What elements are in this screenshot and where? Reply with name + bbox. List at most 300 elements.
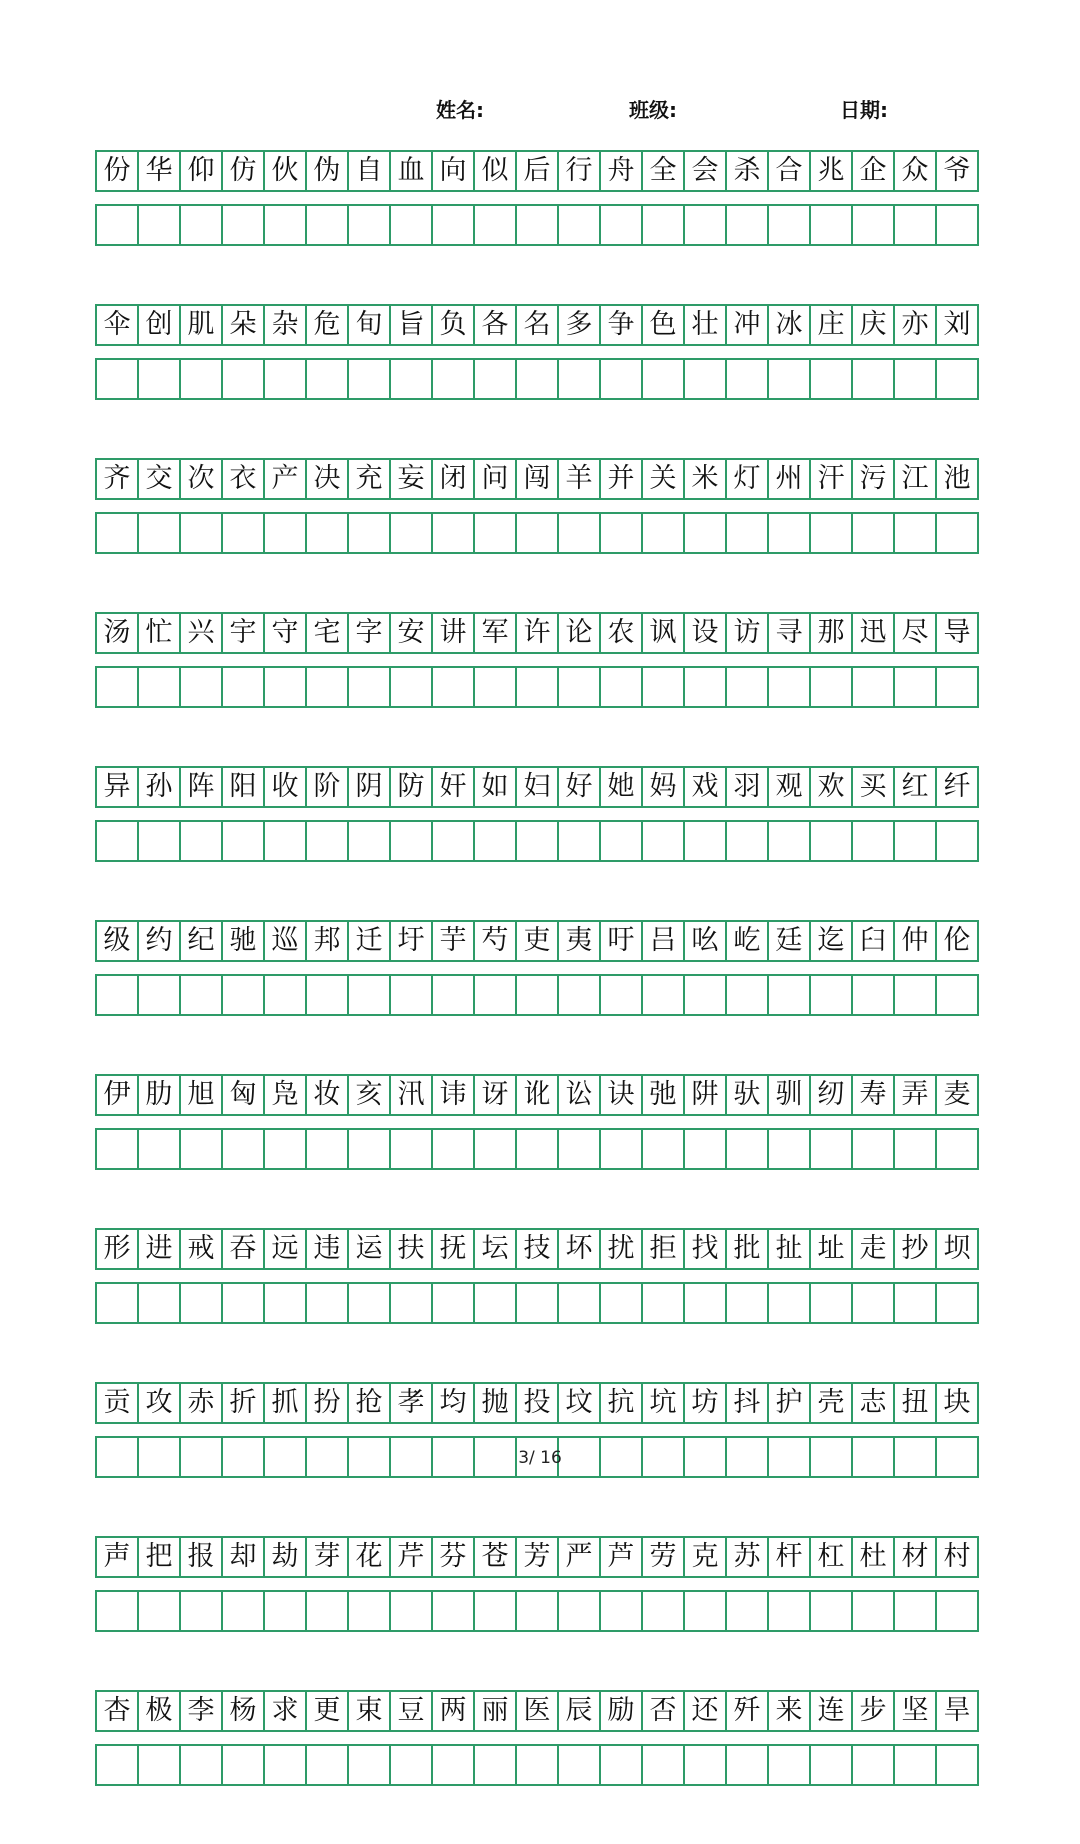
writing-box[interactable] bbox=[181, 206, 223, 246]
writing-box[interactable] bbox=[223, 1592, 265, 1632]
character-cell: 负 bbox=[433, 306, 475, 346]
writing-box[interactable] bbox=[307, 668, 349, 708]
writing-box[interactable] bbox=[559, 514, 601, 554]
writing-box[interactable] bbox=[307, 1746, 349, 1786]
character-cell: 江 bbox=[895, 460, 937, 500]
character-cell: 杆 bbox=[769, 1538, 811, 1578]
writing-box[interactable] bbox=[517, 668, 559, 708]
writing-box[interactable] bbox=[349, 822, 391, 862]
writing-box[interactable] bbox=[223, 822, 265, 862]
writing-box[interactable] bbox=[727, 1592, 769, 1632]
writing-box[interactable] bbox=[391, 1130, 433, 1170]
writing-box[interactable] bbox=[475, 1746, 517, 1786]
writing-box[interactable] bbox=[727, 1746, 769, 1786]
writing-box[interactable] bbox=[769, 1592, 811, 1632]
writing-box[interactable] bbox=[433, 976, 475, 1016]
writing-box[interactable] bbox=[475, 514, 517, 554]
writing-box[interactable] bbox=[517, 1130, 559, 1170]
writing-box[interactable] bbox=[727, 514, 769, 554]
character-cell: 抄 bbox=[895, 1230, 937, 1270]
character-cell: 农 bbox=[601, 614, 643, 654]
writing-box[interactable] bbox=[643, 1746, 685, 1786]
writing-box[interactable] bbox=[517, 976, 559, 1016]
writing-box[interactable] bbox=[223, 360, 265, 400]
character-cell: 还 bbox=[685, 1692, 727, 1732]
writing-box[interactable] bbox=[97, 668, 139, 708]
writing-box[interactable] bbox=[265, 668, 307, 708]
writing-box[interactable] bbox=[643, 1130, 685, 1170]
writing-box[interactable] bbox=[349, 1130, 391, 1170]
character-cell: 抛 bbox=[475, 1384, 517, 1424]
writing-box[interactable] bbox=[685, 822, 727, 862]
character-row bbox=[95, 304, 979, 346]
writing-box[interactable] bbox=[517, 360, 559, 400]
character-cell: 讽 bbox=[643, 614, 685, 654]
character-cell: 伊 bbox=[97, 1076, 139, 1116]
writing-box[interactable] bbox=[559, 1592, 601, 1632]
writing-box[interactable] bbox=[517, 1746, 559, 1786]
character-cell: 刘 bbox=[937, 306, 979, 346]
writing-box[interactable] bbox=[265, 822, 307, 862]
writing-box[interactable] bbox=[181, 1746, 223, 1786]
character-cell: 坚 bbox=[895, 1692, 937, 1732]
writing-box[interactable] bbox=[727, 360, 769, 400]
writing-box[interactable] bbox=[433, 1746, 475, 1786]
writing-box[interactable] bbox=[895, 976, 937, 1016]
writing-box[interactable] bbox=[139, 976, 181, 1016]
character-cell: 决 bbox=[307, 460, 349, 500]
writing-box[interactable] bbox=[727, 1284, 769, 1324]
writing-box[interactable] bbox=[601, 1284, 643, 1324]
writing-box[interactable] bbox=[685, 1130, 727, 1170]
character-cell: 讳 bbox=[433, 1076, 475, 1116]
writing-box[interactable] bbox=[811, 1592, 853, 1632]
writing-box[interactable] bbox=[895, 822, 937, 862]
writing-box[interactable] bbox=[475, 822, 517, 862]
character-cell: 衣 bbox=[223, 460, 265, 500]
writing-box[interactable] bbox=[307, 206, 349, 246]
writing-box[interactable] bbox=[349, 360, 391, 400]
writing-box[interactable] bbox=[223, 514, 265, 554]
writing-box[interactable] bbox=[811, 514, 853, 554]
writing-box[interactable] bbox=[685, 1592, 727, 1632]
writing-box[interactable] bbox=[391, 514, 433, 554]
character-cell: 妇 bbox=[517, 768, 559, 808]
writing-box[interactable] bbox=[811, 822, 853, 862]
character-cell: 辰 bbox=[559, 1692, 601, 1732]
character-cell: 杨 bbox=[223, 1692, 265, 1732]
writing-box[interactable] bbox=[139, 668, 181, 708]
writing-box[interactable] bbox=[265, 360, 307, 400]
character-cell: 宅 bbox=[307, 614, 349, 654]
writing-box[interactable] bbox=[97, 360, 139, 400]
character-cell: 抖 bbox=[727, 1384, 769, 1424]
character-cell: 汗 bbox=[811, 460, 853, 500]
writing-box[interactable] bbox=[517, 1592, 559, 1632]
writing-box[interactable] bbox=[433, 514, 475, 554]
writing-box[interactable] bbox=[643, 1284, 685, 1324]
character-cell: 池 bbox=[937, 460, 979, 500]
character-cell: 吁 bbox=[601, 922, 643, 962]
writing-box[interactable] bbox=[601, 976, 643, 1016]
writing-box[interactable] bbox=[349, 1284, 391, 1324]
writing-box[interactable] bbox=[559, 360, 601, 400]
character-cell: 护 bbox=[769, 1384, 811, 1424]
writing-box[interactable] bbox=[265, 1284, 307, 1324]
writing-box[interactable] bbox=[307, 514, 349, 554]
writing-box[interactable] bbox=[349, 1746, 391, 1786]
character-cell: 把 bbox=[139, 1538, 181, 1578]
writing-box[interactable] bbox=[475, 1592, 517, 1632]
writing-box[interactable] bbox=[307, 822, 349, 862]
writing-box[interactable] bbox=[97, 1592, 139, 1632]
character-cell: 全 bbox=[643, 152, 685, 192]
writing-box[interactable] bbox=[433, 1130, 475, 1170]
character-cell: 肋 bbox=[139, 1076, 181, 1116]
character-cell: 歼 bbox=[727, 1692, 769, 1732]
character-cell: 爷 bbox=[937, 152, 979, 192]
writing-box[interactable] bbox=[895, 206, 937, 246]
writing-box[interactable] bbox=[769, 668, 811, 708]
writing-box[interactable] bbox=[139, 1746, 181, 1786]
writing-box[interactable] bbox=[727, 1130, 769, 1170]
writing-box[interactable] bbox=[181, 1130, 223, 1170]
character-cell: 圩 bbox=[391, 922, 433, 962]
writing-box[interactable] bbox=[97, 822, 139, 862]
writing-box[interactable] bbox=[685, 206, 727, 246]
writing-box[interactable] bbox=[139, 360, 181, 400]
writing-box[interactable] bbox=[97, 206, 139, 246]
writing-box[interactable] bbox=[349, 976, 391, 1016]
writing-box[interactable] bbox=[685, 1746, 727, 1786]
writing-box[interactable] bbox=[937, 1592, 979, 1632]
character-cell: 伪 bbox=[307, 152, 349, 192]
character-cell: 吆 bbox=[685, 922, 727, 962]
writing-box[interactable] bbox=[349, 206, 391, 246]
writing-box[interactable] bbox=[895, 360, 937, 400]
writing-box[interactable] bbox=[517, 1284, 559, 1324]
writing-box[interactable] bbox=[769, 1284, 811, 1324]
writing-box[interactable] bbox=[181, 514, 223, 554]
writing-box[interactable] bbox=[307, 976, 349, 1016]
character-cell: 朵 bbox=[223, 306, 265, 346]
writing-box[interactable] bbox=[895, 1592, 937, 1632]
writing-box[interactable] bbox=[727, 668, 769, 708]
character-cell: 各 bbox=[475, 306, 517, 346]
writing-box[interactable] bbox=[559, 1746, 601, 1786]
character-cell: 孙 bbox=[139, 768, 181, 808]
writing-box[interactable] bbox=[769, 1746, 811, 1786]
writing-box[interactable] bbox=[601, 668, 643, 708]
writing-box[interactable] bbox=[391, 1284, 433, 1324]
writing-box[interactable] bbox=[223, 976, 265, 1016]
writing-row bbox=[95, 1128, 979, 1170]
writing-box[interactable] bbox=[937, 822, 979, 862]
writing-box[interactable] bbox=[391, 822, 433, 862]
character-row bbox=[95, 920, 979, 962]
character-cell: 驯 bbox=[769, 1076, 811, 1116]
writing-box[interactable] bbox=[643, 976, 685, 1016]
writing-box[interactable] bbox=[895, 1130, 937, 1170]
writing-box[interactable] bbox=[475, 206, 517, 246]
writing-box[interactable] bbox=[391, 360, 433, 400]
writing-box[interactable] bbox=[937, 1284, 979, 1324]
writing-box[interactable] bbox=[559, 976, 601, 1016]
writing-box[interactable] bbox=[139, 206, 181, 246]
character-cell: 守 bbox=[265, 614, 307, 654]
writing-box[interactable] bbox=[559, 206, 601, 246]
character-cell: 多 bbox=[559, 306, 601, 346]
character-cell: 讶 bbox=[475, 1076, 517, 1116]
writing-box[interactable] bbox=[139, 822, 181, 862]
character-cell: 级 bbox=[97, 922, 139, 962]
writing-box[interactable] bbox=[601, 1592, 643, 1632]
writing-box[interactable] bbox=[223, 206, 265, 246]
writing-box[interactable] bbox=[223, 1284, 265, 1324]
character-cell: 坛 bbox=[475, 1230, 517, 1270]
writing-box[interactable] bbox=[769, 514, 811, 554]
character-cell: 冲 bbox=[727, 306, 769, 346]
writing-box[interactable] bbox=[811, 206, 853, 246]
writing-box[interactable] bbox=[853, 1746, 895, 1786]
date-label: 日期: bbox=[840, 98, 888, 122]
writing-box[interactable] bbox=[559, 668, 601, 708]
writing-box[interactable] bbox=[895, 1746, 937, 1786]
writing-box[interactable] bbox=[349, 668, 391, 708]
writing-box[interactable] bbox=[895, 668, 937, 708]
writing-box[interactable] bbox=[601, 1130, 643, 1170]
writing-box[interactable] bbox=[265, 1130, 307, 1170]
writing-box[interactable] bbox=[475, 360, 517, 400]
writing-box[interactable] bbox=[139, 1284, 181, 1324]
character-cell: 克 bbox=[685, 1538, 727, 1578]
writing-box[interactable] bbox=[643, 206, 685, 246]
character-cell: 亦 bbox=[895, 306, 937, 346]
writing-box[interactable] bbox=[265, 1592, 307, 1632]
writing-box[interactable] bbox=[391, 976, 433, 1016]
character-cell: 阱 bbox=[685, 1076, 727, 1116]
writing-box[interactable] bbox=[937, 668, 979, 708]
writing-box[interactable] bbox=[853, 1284, 895, 1324]
character-cell: 阵 bbox=[181, 768, 223, 808]
character-cell: 观 bbox=[769, 768, 811, 808]
writing-box[interactable] bbox=[769, 976, 811, 1016]
writing-box[interactable] bbox=[601, 206, 643, 246]
character-row bbox=[95, 458, 979, 500]
writing-box[interactable] bbox=[559, 1130, 601, 1170]
writing-box[interactable] bbox=[97, 514, 139, 554]
writing-box[interactable] bbox=[727, 822, 769, 862]
writing-box[interactable] bbox=[727, 976, 769, 1016]
writing-box[interactable] bbox=[643, 822, 685, 862]
writing-box[interactable] bbox=[265, 514, 307, 554]
writing-box[interactable] bbox=[937, 206, 979, 246]
writing-box[interactable] bbox=[853, 514, 895, 554]
character-cell: 灯 bbox=[727, 460, 769, 500]
writing-box[interactable] bbox=[685, 514, 727, 554]
writing-box[interactable] bbox=[685, 360, 727, 400]
character-cell: 闭 bbox=[433, 460, 475, 500]
writing-box[interactable] bbox=[475, 976, 517, 1016]
character-cell: 名 bbox=[517, 306, 559, 346]
writing-box[interactable] bbox=[97, 1746, 139, 1786]
character-cell: 宇 bbox=[223, 614, 265, 654]
writing-box[interactable] bbox=[685, 1284, 727, 1324]
writing-box[interactable] bbox=[685, 668, 727, 708]
writing-box[interactable] bbox=[391, 206, 433, 246]
writing-box[interactable] bbox=[643, 668, 685, 708]
writing-box[interactable] bbox=[853, 206, 895, 246]
writing-box[interactable] bbox=[433, 1284, 475, 1324]
writing-box[interactable] bbox=[601, 1746, 643, 1786]
writing-box[interactable] bbox=[391, 668, 433, 708]
writing-box[interactable] bbox=[181, 1592, 223, 1632]
writing-box[interactable] bbox=[937, 976, 979, 1016]
character-cell: 花 bbox=[349, 1538, 391, 1578]
writing-box[interactable] bbox=[517, 206, 559, 246]
writing-box[interactable] bbox=[853, 1592, 895, 1632]
writing-box[interactable] bbox=[853, 1130, 895, 1170]
writing-box[interactable] bbox=[937, 360, 979, 400]
writing-box[interactable] bbox=[433, 822, 475, 862]
writing-box[interactable] bbox=[475, 1130, 517, 1170]
character-cell: 问 bbox=[475, 460, 517, 500]
writing-box[interactable] bbox=[853, 360, 895, 400]
writing-box[interactable] bbox=[433, 1592, 475, 1632]
character-cell: 纪 bbox=[181, 922, 223, 962]
writing-box[interactable] bbox=[895, 514, 937, 554]
writing-box[interactable] bbox=[139, 514, 181, 554]
writing-box[interactable] bbox=[349, 1592, 391, 1632]
character-cell: 驮 bbox=[727, 1076, 769, 1116]
writing-box[interactable] bbox=[811, 360, 853, 400]
writing-box[interactable] bbox=[181, 360, 223, 400]
writing-box[interactable] bbox=[559, 1284, 601, 1324]
writing-box[interactable] bbox=[811, 668, 853, 708]
character-row bbox=[95, 150, 979, 192]
writing-box[interactable] bbox=[265, 1746, 307, 1786]
name-label: 姓名: bbox=[436, 98, 484, 122]
writing-box[interactable] bbox=[181, 822, 223, 862]
writing-box[interactable] bbox=[307, 360, 349, 400]
writing-box[interactable] bbox=[643, 514, 685, 554]
character-cell: 闯 bbox=[517, 460, 559, 500]
writing-box[interactable] bbox=[307, 1592, 349, 1632]
writing-box[interactable] bbox=[685, 976, 727, 1016]
writing-row bbox=[95, 974, 979, 1016]
character-cell: 旱 bbox=[937, 1692, 979, 1732]
character-cell: 好 bbox=[559, 768, 601, 808]
writing-box[interactable] bbox=[433, 668, 475, 708]
character-cell: 红 bbox=[895, 768, 937, 808]
character-cell: 阳 bbox=[223, 768, 265, 808]
writing-box[interactable] bbox=[769, 822, 811, 862]
writing-box[interactable] bbox=[139, 1592, 181, 1632]
writing-box[interactable] bbox=[811, 1130, 853, 1170]
writing-box[interactable] bbox=[223, 668, 265, 708]
writing-box[interactable] bbox=[811, 1746, 853, 1786]
writing-box[interactable] bbox=[601, 514, 643, 554]
writing-box[interactable] bbox=[433, 206, 475, 246]
writing-box[interactable] bbox=[517, 514, 559, 554]
writing-box[interactable] bbox=[97, 1284, 139, 1324]
character-cell: 兴 bbox=[181, 614, 223, 654]
character-cell: 异 bbox=[97, 768, 139, 808]
writing-box[interactable] bbox=[853, 822, 895, 862]
character-cell: 阴 bbox=[349, 768, 391, 808]
writing-box[interactable] bbox=[559, 822, 601, 862]
writing-box[interactable] bbox=[307, 1130, 349, 1170]
writing-box[interactable] bbox=[181, 976, 223, 1016]
writing-box[interactable] bbox=[643, 1592, 685, 1632]
writing-box[interactable] bbox=[181, 668, 223, 708]
character-cell: 次 bbox=[181, 460, 223, 500]
writing-box[interactable] bbox=[475, 1284, 517, 1324]
writing-box[interactable] bbox=[811, 1284, 853, 1324]
class-label: 班级: bbox=[629, 98, 677, 122]
writing-box[interactable] bbox=[853, 668, 895, 708]
writing-box[interactable] bbox=[223, 1746, 265, 1786]
writing-box[interactable] bbox=[643, 360, 685, 400]
writing-box[interactable] bbox=[895, 1284, 937, 1324]
writing-box[interactable] bbox=[811, 976, 853, 1016]
writing-box[interactable] bbox=[853, 976, 895, 1016]
writing-box[interactable] bbox=[769, 1130, 811, 1170]
character-cell: 杜 bbox=[853, 1538, 895, 1578]
writing-box[interactable] bbox=[97, 1130, 139, 1170]
writing-box[interactable] bbox=[601, 360, 643, 400]
character-cell: 块 bbox=[937, 1384, 979, 1424]
writing-box[interactable] bbox=[727, 206, 769, 246]
writing-box[interactable] bbox=[391, 1592, 433, 1632]
writing-box[interactable] bbox=[97, 976, 139, 1016]
writing-box[interactable] bbox=[937, 1746, 979, 1786]
character-cell: 寻 bbox=[769, 614, 811, 654]
writing-box[interactable] bbox=[937, 1130, 979, 1170]
character-row bbox=[95, 1536, 979, 1578]
writing-box[interactable] bbox=[223, 1130, 265, 1170]
character-cell: 伞 bbox=[97, 306, 139, 346]
writing-box[interactable] bbox=[265, 976, 307, 1016]
character-cell: 折 bbox=[223, 1384, 265, 1424]
character-cell: 污 bbox=[853, 460, 895, 500]
writing-box[interactable] bbox=[769, 206, 811, 246]
writing-box[interactable] bbox=[181, 1284, 223, 1324]
writing-box[interactable] bbox=[307, 1284, 349, 1324]
writing-box[interactable] bbox=[433, 360, 475, 400]
character-cell: 步 bbox=[853, 1692, 895, 1732]
character-cell: 找 bbox=[685, 1230, 727, 1270]
character-row bbox=[95, 1074, 979, 1116]
character-cell: 否 bbox=[643, 1692, 685, 1732]
writing-box[interactable] bbox=[391, 1746, 433, 1786]
character-cell: 苏 bbox=[727, 1538, 769, 1578]
character-cell: 导 bbox=[937, 614, 979, 654]
character-cell: 声 bbox=[97, 1538, 139, 1578]
character-cell: 芳 bbox=[517, 1538, 559, 1578]
character-cell: 迁 bbox=[349, 922, 391, 962]
writing-box[interactable] bbox=[475, 668, 517, 708]
character-cell: 抢 bbox=[349, 1384, 391, 1424]
writing-box[interactable] bbox=[265, 206, 307, 246]
writing-box[interactable] bbox=[937, 514, 979, 554]
character-cell: 旨 bbox=[391, 306, 433, 346]
writing-box[interactable] bbox=[349, 514, 391, 554]
writing-box[interactable] bbox=[517, 822, 559, 862]
writing-box[interactable] bbox=[139, 1130, 181, 1170]
writing-box[interactable] bbox=[769, 360, 811, 400]
writing-box[interactable] bbox=[601, 822, 643, 862]
